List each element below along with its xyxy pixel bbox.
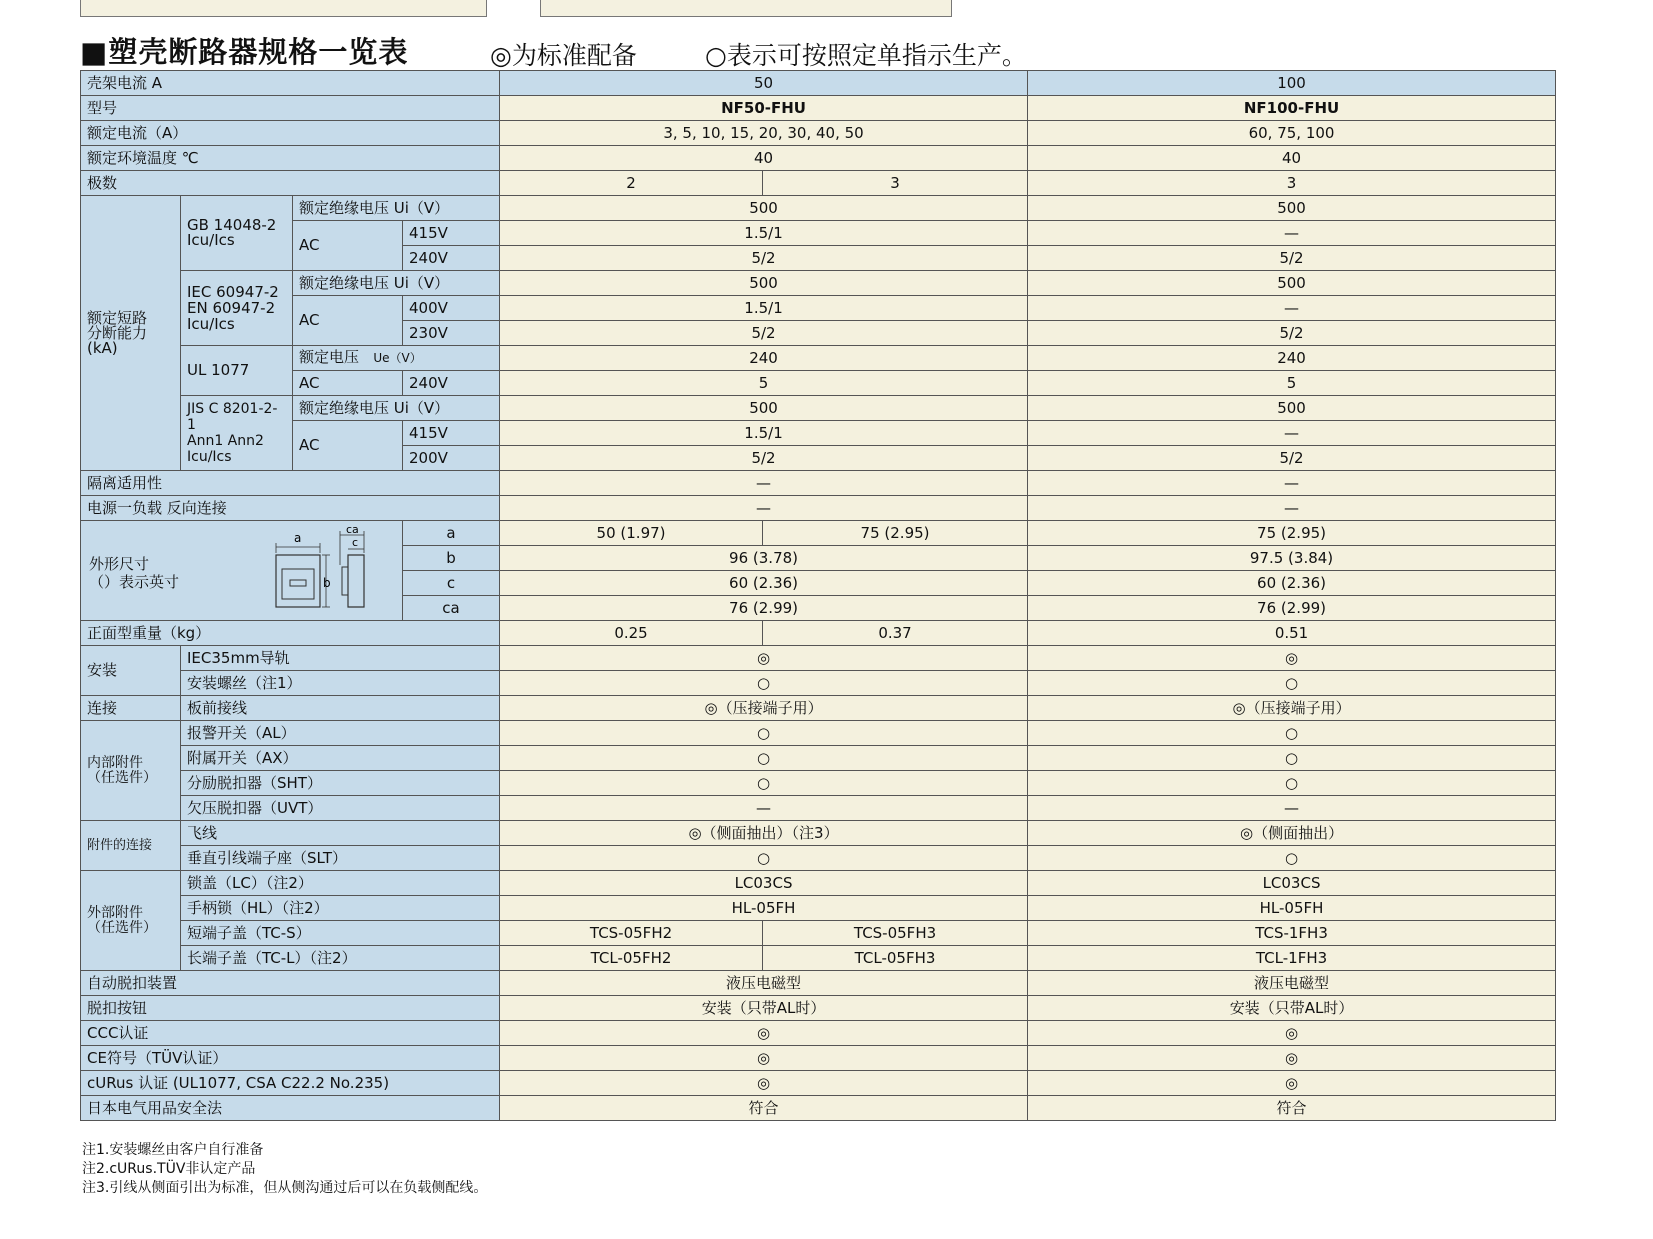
ul-ue-label-cell	[293, 346, 500, 371]
row-int-sht	[81, 771, 1556, 796]
trip-button-label: 脱扣按钮	[81, 996, 500, 1021]
int-sht-100: ○	[1028, 771, 1556, 796]
ext-hl-100: HL-05FH	[1028, 896, 1556, 921]
row-ce	[81, 1046, 1556, 1071]
model-50: NF50-FHU	[500, 96, 1028, 121]
dim-a-50-3p: 75 (2.95)	[763, 521, 1028, 546]
row-mount-rail	[81, 646, 1556, 671]
row-acc-slt	[81, 846, 1556, 871]
row-connection	[81, 696, 1556, 721]
row-iec-400	[81, 296, 1556, 321]
pse-50: 符合	[500, 1096, 1028, 1121]
gb-r1-100: —	[1028, 221, 1556, 246]
dim-b-50: 96 (3.78)	[500, 546, 1028, 571]
int-al-label: 报警开关（AL）	[181, 721, 500, 746]
acc-slt-50: ○	[500, 846, 1028, 871]
row-ambient	[81, 146, 1556, 171]
jis-r2-50: 5/2	[500, 446, 1028, 471]
ul-r1-50: 5	[500, 371, 1028, 396]
row-ul-ue	[81, 346, 1556, 371]
int-al-100: ○	[1028, 721, 1556, 746]
mount-screw-label: 安装螺丝（注1）	[181, 671, 500, 696]
iec-label: IEC 60947-2 EN 60947-2 Icu/Ics	[181, 271, 293, 346]
int-ax-label: 附属开关（AX）	[181, 746, 500, 771]
curus-label: cURus 认证 (UL1077, CSA C22.2 No.235)	[81, 1071, 500, 1096]
ext-tcs-50-2p: TCS-05FH2	[500, 921, 763, 946]
ul-r1-voltage: 240V	[403, 371, 500, 396]
gb-r1-50: 1.5/1	[500, 221, 1028, 246]
top-box-left	[80, 0, 487, 17]
ext-tcl-100: TCL-1FH3	[1028, 946, 1556, 971]
row-mount-screw	[81, 671, 1556, 696]
iec-r1-50: 1.5/1	[500, 296, 1028, 321]
acc-lead-label: 飞线	[181, 821, 500, 846]
conn-front-100: ◎（压接端子用）	[1028, 696, 1556, 721]
note-2: 注2.cURus.TÜV非认定产品	[82, 1161, 256, 1177]
note-3: 注3.引线从侧面引出为标准，但从侧沟通过后可以在负载侧配线。	[82, 1180, 488, 1196]
int-sht-50: ○	[500, 771, 1028, 796]
dim-a-100: 75 (2.95)	[1028, 521, 1556, 546]
row-jis-ui	[81, 396, 1556, 421]
row-model	[81, 96, 1556, 121]
iec-r2-voltage: 230V	[403, 321, 500, 346]
page-title: ■塑壳断路器规格一览表	[80, 35, 409, 69]
frame-100: 100	[1028, 71, 1556, 96]
dim-b-100: 97.5 (3.84)	[1028, 546, 1556, 571]
poles-label: 极数	[81, 171, 500, 196]
row-int-ax	[81, 746, 1556, 771]
ul-ue-label: 额定电压	[299, 348, 360, 366]
iec-ui-100: 500	[1028, 271, 1556, 296]
int-ax-50: ○	[500, 746, 1028, 771]
gb-ui-50: 500	[500, 196, 1028, 221]
poles-100: 3	[1028, 171, 1556, 196]
footnotes	[82, 1141, 487, 1198]
gb-r1-voltage: 415V	[403, 221, 500, 246]
mount-screw-50: ○	[500, 671, 1028, 696]
trip-button-50: 安装（只带AL时）	[500, 996, 1028, 1021]
iec-ui-50: 500	[500, 271, 1028, 296]
dimension-diagram-icon	[268, 525, 398, 613]
weight-100: 0.51	[1028, 621, 1556, 646]
trip-device-100: 液压电磁型	[1028, 971, 1556, 996]
weight-50-2p: 0.25	[500, 621, 763, 646]
mount-rail-50: ◎	[500, 646, 1028, 671]
jis-r2-100: 5/2	[1028, 446, 1556, 471]
row-isolation	[81, 471, 1556, 496]
legend-order: ○表示可按照定单指示生产。	[705, 41, 1027, 70]
int-uvt-50: —	[500, 796, 1028, 821]
acc-conn-label: 附件的连接	[81, 821, 181, 871]
ext-tcl-50-3p: TCL-05FH3	[763, 946, 1028, 971]
ext-tcl-label: 长端子盖（TC-L）（注2）	[181, 946, 500, 971]
dim-c-name: c	[403, 571, 500, 596]
int-al-50: ○	[500, 721, 1028, 746]
ul-ue-unit: Ue（V）	[373, 351, 422, 365]
ccc-label: CCC认证	[81, 1021, 500, 1046]
int-sht-label: 分励脱扣器（SHT）	[181, 771, 500, 796]
row-ul-240	[81, 371, 1556, 396]
row-gb-415	[81, 221, 1556, 246]
row-int-uvt	[81, 796, 1556, 821]
ce-label: CE符号（TÜV认证）	[81, 1046, 500, 1071]
row-int-al	[81, 721, 1556, 746]
curus-100: ◎	[1028, 1071, 1556, 1096]
ambient-50: 40	[500, 146, 1028, 171]
ext-lc-label: 锁盖（LC）（注2）	[181, 871, 500, 896]
row-ccc	[81, 1021, 1556, 1046]
row-dim-a	[81, 521, 1556, 546]
jis-label: JIS C 8201-2-1 Ann1 Ann2 Icu/Ics	[181, 396, 293, 471]
pse-100: 符合	[1028, 1096, 1556, 1121]
reverse-50: —	[500, 496, 1028, 521]
row-rated-current	[81, 121, 1556, 146]
mount-rail-100: ◎	[1028, 646, 1556, 671]
dim-fig-c: c	[352, 536, 359, 549]
gb-r2-voltage: 240V	[403, 246, 500, 271]
ext-tcs-50-3p: TCS-05FH3	[763, 921, 1028, 946]
iec-ac: AC	[293, 296, 403, 346]
gb-ac: AC	[293, 221, 403, 271]
ul-ue-100: 240	[1028, 346, 1556, 371]
gb-r2-100: 5/2	[1028, 246, 1556, 271]
legend-standard: ◎为标准配备	[490, 41, 637, 70]
dim-fig-ca: ca	[346, 525, 359, 536]
isolation-100: —	[1028, 471, 1556, 496]
gb-ui-100: 500	[1028, 196, 1556, 221]
frame-label: 壳架电流 A	[81, 71, 500, 96]
mount-rail-label: IEC35mm导轨	[181, 646, 500, 671]
row-poles	[81, 171, 1556, 196]
model-100: NF100-FHU	[1028, 96, 1556, 121]
row-weight	[81, 621, 1556, 646]
acc-lead-100: ◎（侧面抽出）	[1028, 821, 1556, 846]
iec-ui-label: 额定绝缘电压 Ui（V）	[293, 271, 500, 296]
spec-table	[80, 70, 1556, 1121]
dim-fig-a: a	[294, 531, 302, 545]
ext-tcs-100: TCS-1FH3	[1028, 921, 1556, 946]
poles-50-3p: 3	[763, 171, 1028, 196]
conn-front-label: 板前接线	[181, 696, 500, 721]
row-reverse	[81, 496, 1556, 521]
int-uvt-100: —	[1028, 796, 1556, 821]
ul-ue-50: 240	[500, 346, 1028, 371]
row-curus	[81, 1071, 1556, 1096]
row-ext-hl	[81, 896, 1556, 921]
jis-ui-50: 500	[500, 396, 1028, 421]
trip-button-100: 安装（只带AL时）	[1028, 996, 1556, 1021]
row-acc-lead	[81, 821, 1556, 846]
dim-c-100: 60 (2.36)	[1028, 571, 1556, 596]
row-trip-device	[81, 971, 1556, 996]
ul-ac: AC	[293, 371, 403, 396]
acc-slt-label: 垂直引线端子座（SLT）	[181, 846, 500, 871]
dim-fig-b: b	[323, 576, 331, 590]
ext-hl-label: 手柄锁（HL）（注2）	[181, 896, 500, 921]
row-frame	[81, 71, 1556, 96]
weight-50-3p: 0.37	[763, 621, 1028, 646]
dim-b-name: b	[403, 546, 500, 571]
row-pse	[81, 1096, 1556, 1121]
pse-label: 日本电气用品安全法	[81, 1096, 500, 1121]
dim-ca-100: 76 (2.99)	[1028, 596, 1556, 621]
row-ext-tcl	[81, 946, 1556, 971]
dim-ca-name: ca	[403, 596, 500, 621]
iec-r1-voltage: 400V	[403, 296, 500, 321]
acc-lead-50: ◎（侧面抽出）（注3）	[500, 821, 1028, 846]
model-label: 型号	[81, 96, 500, 121]
breaking-label: 额定短路 分断能力 (kA)	[81, 196, 181, 471]
ccc-50: ◎	[500, 1021, 1028, 1046]
ambient-100: 40	[1028, 146, 1556, 171]
gb-label: GB 14048-2 Icu/Ics	[181, 196, 293, 271]
reverse-label: 电源一负载 反向连接	[81, 496, 500, 521]
rated-current-label: 额定电流（A）	[81, 121, 500, 146]
ce-100: ◎	[1028, 1046, 1556, 1071]
connection-label: 连接	[81, 696, 181, 721]
ce-50: ◎	[500, 1046, 1028, 1071]
jis-r1-100: —	[1028, 421, 1556, 446]
gb-r2-50: 5/2	[500, 246, 1028, 271]
dims-label: 外形尺寸 （）表示英寸	[89, 555, 180, 591]
jis-ui-100: 500	[1028, 396, 1556, 421]
row-ext-tcs	[81, 921, 1556, 946]
iec-r2-50: 5/2	[500, 321, 1028, 346]
ext-tcs-label: 短端子盖（TC-S）	[181, 921, 500, 946]
poles-50-2p: 2	[500, 171, 763, 196]
external-label: 外部附件 （任选件）	[81, 871, 181, 971]
weight-label: 正面型重量（kg）	[81, 621, 500, 646]
conn-front-50: ◎（压接端子用）	[500, 696, 1028, 721]
frame-50: 50	[500, 71, 1028, 96]
dim-a-name: a	[403, 521, 500, 546]
rated-current-100: 60, 75, 100	[1028, 121, 1556, 146]
ext-lc-100: LC03CS	[1028, 871, 1556, 896]
ext-hl-50: HL-05FH	[500, 896, 1028, 921]
jis-r1-voltage: 415V	[403, 421, 500, 446]
curus-50: ◎	[500, 1071, 1028, 1096]
int-uvt-label: 欠压脱扣器（UVT）	[181, 796, 500, 821]
trip-device-label: 自动脱扣装置	[81, 971, 500, 996]
jis-r2-voltage: 200V	[403, 446, 500, 471]
ext-tcl-50-2p: TCL-05FH2	[500, 946, 763, 971]
mounting-label: 安装	[81, 646, 181, 696]
jis-ui-label: 额定绝缘电压 Ui（V）	[293, 396, 500, 421]
ext-lc-50: LC03CS	[500, 871, 1028, 896]
ambient-label: 额定环境温度 ℃	[81, 146, 500, 171]
row-gb-ui	[81, 196, 1556, 221]
note-1: 注1.安装螺丝由客户自行准备	[82, 1142, 264, 1158]
row-ext-lc	[81, 871, 1556, 896]
isolation-50: —	[500, 471, 1028, 496]
ul-label: UL 1077	[181, 346, 293, 396]
ul-r1-100: 5	[1028, 371, 1556, 396]
top-box-right	[540, 0, 952, 17]
trip-device-50: 液压电磁型	[500, 971, 1028, 996]
iec-r2-100: 5/2	[1028, 321, 1556, 346]
gb-ui-label: 额定绝缘电压 Ui（V）	[293, 196, 500, 221]
dim-c-50: 60 (2.36)	[500, 571, 1028, 596]
dim-ca-50: 76 (2.99)	[500, 596, 1028, 621]
iec-r1-100: —	[1028, 296, 1556, 321]
dim-a-50-2p: 50 (1.97)	[500, 521, 763, 546]
internal-label: 内部附件 （任选件）	[81, 721, 181, 821]
rated-current-50: 3, 5, 10, 15, 20, 30, 40, 50	[500, 121, 1028, 146]
dims-cell	[81, 521, 403, 621]
jis-ac: AC	[293, 421, 403, 471]
row-jis-415	[81, 421, 1556, 446]
mount-screw-100: ○	[1028, 671, 1556, 696]
isolation-label: 隔离适用性	[81, 471, 500, 496]
int-ax-100: ○	[1028, 746, 1556, 771]
row-trip-button	[81, 996, 1556, 1021]
acc-slt-100: ○	[1028, 846, 1556, 871]
ccc-100: ◎	[1028, 1021, 1556, 1046]
reverse-100: —	[1028, 496, 1556, 521]
jis-r1-50: 1.5/1	[500, 421, 1028, 446]
row-iec-ui	[81, 271, 1556, 296]
